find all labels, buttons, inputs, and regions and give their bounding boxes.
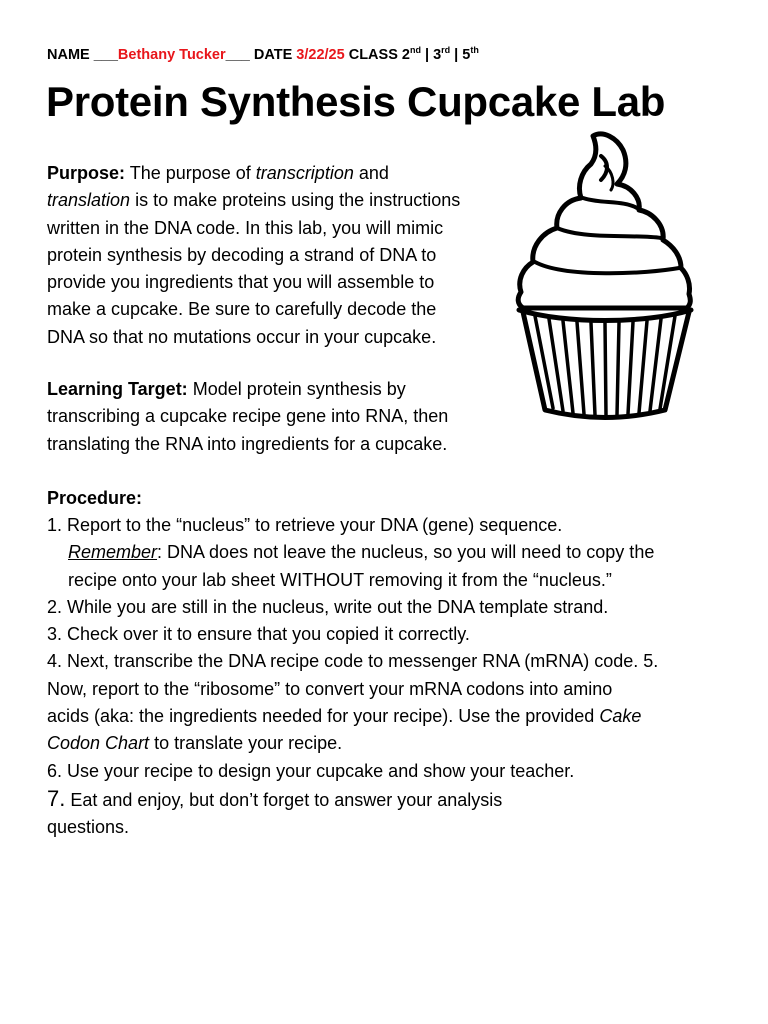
purpose-line-7: DNA so that no mutations occur in your cupcake. [47,326,437,347]
name-label: NAME ___ [47,47,118,63]
codon-chart-term: Codon Chart [47,733,150,754]
procedure-label: Procedure: [47,488,143,508]
step-7-number: 7. [47,785,66,811]
student-info-header [47,47,479,63]
target-line-1 [47,376,517,403]
class-5-sup: th [470,45,479,55]
translation-term: translation [47,190,131,211]
learning-target-section [47,376,517,458]
cupcake-icon [505,128,705,428]
procedure-heading [47,485,142,512]
step-4-line-1: 4. Next, transcribe the DNA recipe code to messenger RNA (mRNA) code. 5. [47,651,659,672]
page-title: Protein Synthesis Cupcake Lab [46,78,666,125]
step-4-text: acids (aka: the ingredients needed for your recipe). Use the provided [47,706,600,727]
step-1-line-3: recipe onto your lab sheet WITHOUT removing it from the “nucleus.” [68,569,612,590]
step-3: 3. Check over it to ensure that you copied it correctly. [47,624,470,645]
purpose-text: The purpose of [129,163,256,183]
step-4-line-4 [47,730,727,757]
step-1-line-2 [47,539,727,566]
class-separator-1: | 3 [420,47,442,63]
purpose-section [47,160,517,351]
target-text: Model protein synthesis by [192,379,406,399]
class-2-sup: nd [409,45,421,55]
purpose-line-2 [47,187,517,214]
date-label: ___ DATE [225,47,297,63]
step-4-line-3 [47,703,727,730]
class-label: CLASS 2 [344,47,410,63]
class-3-sup: rd [441,45,451,55]
step-1-line-1: 1. Report to the “nucleus” to retrieve your DNA (gene) sequence. [47,515,563,535]
purpose-line-4: protein synthesis by decoding a strand of DNA to [47,244,437,265]
purpose-line-3: written in the DNA code. In this lab, you will mimic [47,217,444,238]
step-4-line-2: Now, report to the “ribosome” to convert your mRNA codons into amino [47,678,613,699]
target-line-2: transcribing a cupcake recipe gene into RNA, then [47,406,449,427]
step-4-text: to translate your recipe. [149,733,343,754]
step-7-text: Eat and enjoy, but don’t forget to answer your analysis [65,789,503,810]
transcription-term: transcription [255,163,354,183]
purpose-text: and [353,163,389,183]
purpose-line-5: provide you ingredients that you will assemble to [47,272,435,293]
student-name: Bethany Tucker [117,47,226,63]
step-7-line-1 [47,785,727,814]
class-separator-2: | 5 [450,47,471,63]
purpose-line-1 [47,160,517,187]
procedure-steps [47,512,727,842]
step-1-text: : DNA does not leave the nucleus, so you will need to copy the [157,542,655,563]
step-2: 2. While you are still in the nucleus, write out the DNA template strand. [47,596,609,617]
purpose-label: Purpose: [47,163,126,183]
cake-term: Cake [599,706,642,727]
purpose-text: is to make proteins using the instructions [130,190,461,211]
learning-target-label: Learning Target: [47,379,188,399]
step-6: 6. Use your recipe to design your cupcake and show your teacher. [47,760,575,781]
date-value: 3/22/25 [296,47,345,63]
target-line-3: translating the RNA into ingredients for a cupcake. [47,433,448,454]
purpose-line-6: make a cupcake. Be sure to carefully decode the [47,299,437,320]
step-7-line-2: questions. [47,817,130,838]
remember-word: Remember [68,542,158,563]
